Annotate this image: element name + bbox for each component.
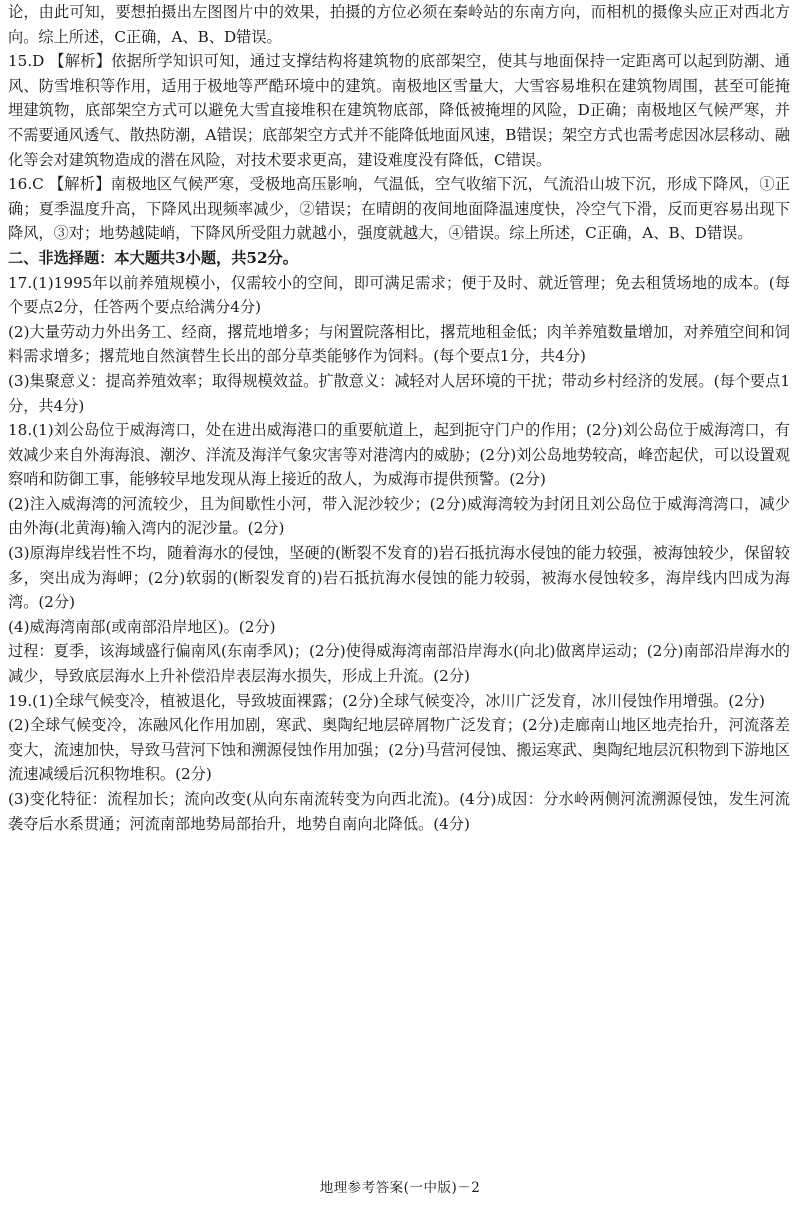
answer-18-part4: (4)威海湾南部(或南部沿岸地区)。(2分) <box>8 617 276 636</box>
answer-14-tail: 论，由此可知，要想拍摄出左图图片中的效果，拍摄的方位必须在秦岭站的东南方向，而相机的摄像头应正对西北方向。综上所述，C正确，A、B、D错误。 <box>8 3 790 46</box>
answer-17-part2: (2)大量劳动力外出务工、经商，撂荒地增多；与闲置院落相比，撂荒地租金低；肉羊养殖数量增加，对养殖空间和饲料需求增多；撂荒地自然演替生长出的部分草类能够作为饲料。(每个要点1分，共4分) <box>8 322 790 366</box>
answer-18-part2: (2)注入威海湾的河流较少，且为间歇性小河，带入泥沙较少；(2分)威海湾较为封闭且刘公岛位于威海湾湾口，减少由外海(北黄海)输入湾内的泥沙量。(2分) <box>8 494 790 538</box>
page-footer: 地理参考答案(一中版)－2 <box>319 1180 481 1196</box>
answer-17-part1: 17.(1)1995年以前养殖规模小，仅需较小的空间，即可满足需求；便于及时、就近管理；免去租赁场地的成本。(每个要点2分，任答两个要点给满分4分) <box>8 273 790 317</box>
answer-page <box>8 0 790 836</box>
answer-18-part3: (3)原海岸线岩性不均，随着海水的侵蚀，坚硬的(断裂不发育的)岩石抵抗海水侵蚀的能力较强，被海蚀较少，保留较多，突出成为海岬；(2分)软弱的(断裂发育的)岩石抵抗海水侵蚀的能力较弱，被海水侵蚀较多，海岸线内凹成为海湾。(2分) <box>8 544 790 612</box>
answer-17-part3: (3)集聚意义：提高养殖效率；取得规模效益。扩散意义：减轻对人居环境的干扰；带动乡村经济的发展。(每个要点1分，共4分) <box>8 371 790 415</box>
answer-18-part4-process: 过程：夏季，该海域盛行偏南风(东南季风)；(2分)使得威海湾南部沿岸海水(向北)做离岸运动；(2分)南部沿岸海水的减少，导致底层海水上升补偿沿岸表层海水损失，形成上升流。(2分) <box>8 642 790 686</box>
answer-18-part1: 18.(1)刘公岛位于威海湾口，处在进出威海港口的重要航道上，起到扼守门户的作用；(2分)刘公岛位于威海湾口，有效减少来自外海海浪、潮汐、洋流及海洋气象灾害等对港湾内的威胁；(2分)刘公岛地势较高，峰峦起伏，可以设置观察哨和防御工事，能够较早地发现从海上接近的敌人，为威海市提供预警。(2分) <box>8 421 790 489</box>
answer-16: 16.C 【解析】南极地区气候严寒，受极地高压影响，气温低，空气收缩下沉，气流沿山坡下沉，形成下降风，①正确；夏季温度升高，下降风出现频率减少，②错误；在晴朗的夜间地面降温速度快，冷空气下滑，反而更容易出现下降风，③对；地势越陡峭，下降风所受阻力就越小，强度就越大，④错误。综上所述，C正确，A、B、D错误。 <box>8 175 790 243</box>
answer-15: 15.D 【解析】依据所学知识可知，通过支撑结构将建筑物的底部架空，使其与地面保持一定距离可以起到防潮、通风、防雪堆积等作用，适用于极地等严酷环境中的建筑。南极地区雪量大，大雪容易堆积在建筑物周围，甚至可能掩埋建筑物，底部架空方式可以避免大雪直接堆积在建筑物底部，降低被掩埋的风险，D正确；南极地区气候严寒，并不需要通风透气、散热防潮，A错误；底部架空方式并不能降低地面风速，B错误；架空方式也需考虑因冰层移动、融化等会对建筑物造成的潜在风险，对技术要求更高，建设难度没有降低，C错误。 <box>8 52 790 169</box>
answer-19-part1: 19.(1)全球气候变冷，植被退化，导致坡面裸露；(2分)全球气候变冷，冰川广泛发育，冰川侵蚀作用增强。(2分) <box>8 691 765 710</box>
section-heading-nonchoice: 二、非选择题：本大题共3小题，共52分。 <box>8 248 298 267</box>
answer-19-part3: (3)变化特征：流程加长；流向改变(从向东南流转变为向西北流)。(4分)成因：分水岭两侧河流溯源侵蚀，发生河流袭夺后水系贯通；河流南部地势局部抬升，地势自南向北降低。(4分) <box>8 790 790 833</box>
answer-19-part2: (2)全球气候变冷，冻融风化作用加剧，寒武、奥陶纪地层碎屑物广泛发育；(2分)走廊南山地区地壳抬升，河流落差变大，流速加快，导致马营河下蚀和溯源侵蚀作用加强；(2分)马营河侵蚀、搬运寒武、奥陶纪地层沉积物到下游地区流速减缓后沉积物堆积。(2分) <box>8 716 790 784</box>
